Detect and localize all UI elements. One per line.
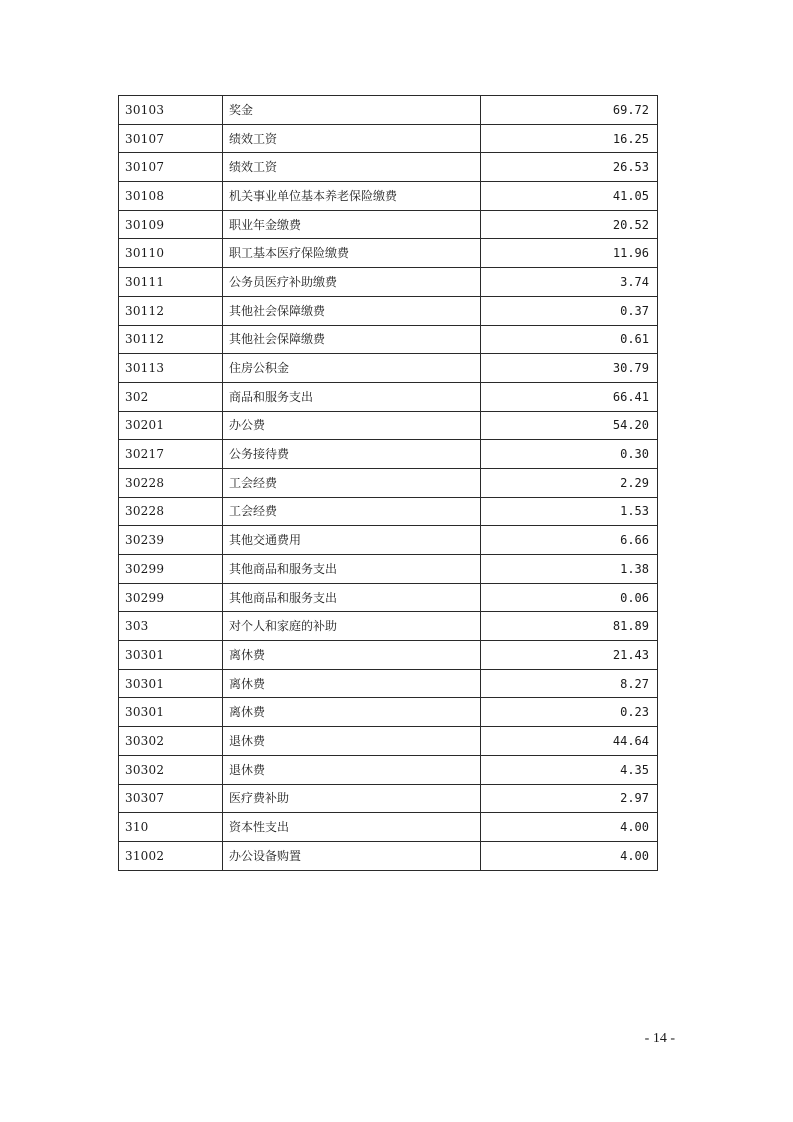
table-row [119, 526, 658, 555]
row-name-cell: 奖金 [223, 96, 481, 125]
row-amount-cell: 11.96 [481, 239, 658, 268]
table-row [119, 468, 658, 497]
row-amount-cell: 4.00 [481, 813, 658, 842]
row-code-cell: 30108 [119, 182, 223, 211]
row-amount-cell: 4.00 [481, 841, 658, 870]
row-name-cell: 其他社会保障缴费 [223, 325, 481, 354]
table-row [119, 96, 658, 125]
row-code-cell: 30228 [119, 468, 223, 497]
row-name-cell: 办公费 [223, 411, 481, 440]
table-row [119, 296, 658, 325]
table-row [119, 841, 658, 870]
table-row [119, 124, 658, 153]
table-row [119, 210, 658, 239]
row-amount-cell: 26.53 [481, 153, 658, 182]
row-code-cell: 30302 [119, 755, 223, 784]
table-row [119, 497, 658, 526]
row-name-cell: 职业年金缴费 [223, 210, 481, 239]
row-name-cell: 职工基本医疗保险缴费 [223, 239, 481, 268]
table-row [119, 354, 658, 383]
row-name-cell: 绩效工资 [223, 153, 481, 182]
row-code-cell: 30307 [119, 784, 223, 813]
row-name-cell: 工会经费 [223, 497, 481, 526]
row-name-cell: 商品和服务支出 [223, 382, 481, 411]
table-row [119, 153, 658, 182]
table-row [119, 784, 658, 813]
row-amount-cell: 2.29 [481, 468, 658, 497]
row-name-cell: 资本性支出 [223, 813, 481, 842]
row-amount-cell: 1.53 [481, 497, 658, 526]
table-row [119, 555, 658, 584]
table-row [119, 641, 658, 670]
row-amount-cell: 8.27 [481, 669, 658, 698]
row-amount-cell: 4.35 [481, 755, 658, 784]
row-code-cell: 30110 [119, 239, 223, 268]
row-name-cell: 离休费 [223, 669, 481, 698]
row-name-cell: 对个人和家庭的补助 [223, 612, 481, 641]
row-code-cell: 30228 [119, 497, 223, 526]
row-amount-cell: 20.52 [481, 210, 658, 239]
table-row [119, 268, 658, 297]
row-name-cell: 离休费 [223, 641, 481, 670]
row-amount-cell: 69.72 [481, 96, 658, 125]
row-amount-cell: 0.61 [481, 325, 658, 354]
row-name-cell: 办公设备购置 [223, 841, 481, 870]
row-amount-cell: 2.97 [481, 784, 658, 813]
expenditure-table-body [119, 96, 658, 871]
row-name-cell: 公务员医疗补助缴费 [223, 268, 481, 297]
table-row [119, 727, 658, 756]
row-amount-cell: 0.23 [481, 698, 658, 727]
row-name-cell: 工会经费 [223, 468, 481, 497]
row-code-cell: 30302 [119, 727, 223, 756]
table-row [119, 382, 658, 411]
row-amount-cell: 16.25 [481, 124, 658, 153]
row-amount-cell: 1.38 [481, 555, 658, 584]
row-name-cell: 公务接待费 [223, 440, 481, 469]
row-code-cell: 30112 [119, 325, 223, 354]
table-row [119, 612, 658, 641]
table-row [119, 698, 658, 727]
row-code-cell: 302 [119, 382, 223, 411]
row-amount-cell: 0.06 [481, 583, 658, 612]
row-name-cell: 退休费 [223, 755, 481, 784]
row-amount-cell: 30.79 [481, 354, 658, 383]
row-amount-cell: 44.64 [481, 727, 658, 756]
row-amount-cell: 54.20 [481, 411, 658, 440]
table-row [119, 583, 658, 612]
expenditure-table-container [118, 95, 657, 871]
table-row [119, 813, 658, 842]
row-code-cell: 30299 [119, 555, 223, 584]
row-code-cell: 303 [119, 612, 223, 641]
row-code-cell: 310 [119, 813, 223, 842]
row-code-cell: 31002 [119, 841, 223, 870]
row-name-cell: 绩效工资 [223, 124, 481, 153]
row-amount-cell: 66.41 [481, 382, 658, 411]
row-code-cell: 30201 [119, 411, 223, 440]
row-name-cell: 离休费 [223, 698, 481, 727]
row-code-cell: 30217 [119, 440, 223, 469]
row-name-cell: 退休费 [223, 727, 481, 756]
row-code-cell: 30113 [119, 354, 223, 383]
row-code-cell: 30112 [119, 296, 223, 325]
row-code-cell: 30107 [119, 124, 223, 153]
row-amount-cell: 41.05 [481, 182, 658, 211]
row-code-cell: 30107 [119, 153, 223, 182]
row-amount-cell: 81.89 [481, 612, 658, 641]
table-row [119, 239, 658, 268]
expenditure-table [118, 95, 658, 871]
row-code-cell: 30301 [119, 669, 223, 698]
row-code-cell: 30239 [119, 526, 223, 555]
page-number: - 14 - [644, 1031, 675, 1046]
row-amount-cell: 0.30 [481, 440, 658, 469]
row-amount-cell: 6.66 [481, 526, 658, 555]
row-code-cell: 30103 [119, 96, 223, 125]
row-name-cell: 住房公积金 [223, 354, 481, 383]
row-name-cell: 机关事业单位基本养老保险缴费 [223, 182, 481, 211]
table-row [119, 182, 658, 211]
row-amount-cell: 0.37 [481, 296, 658, 325]
table-row [119, 755, 658, 784]
row-name-cell: 其他商品和服务支出 [223, 583, 481, 612]
table-row [119, 669, 658, 698]
table-row [119, 325, 658, 354]
row-name-cell: 医疗费补助 [223, 784, 481, 813]
row-code-cell: 30301 [119, 698, 223, 727]
row-name-cell: 其他社会保障缴费 [223, 296, 481, 325]
row-amount-cell: 21.43 [481, 641, 658, 670]
row-code-cell: 30109 [119, 210, 223, 239]
row-name-cell: 其他交通费用 [223, 526, 481, 555]
row-name-cell: 其他商品和服务支出 [223, 555, 481, 584]
row-code-cell: 30299 [119, 583, 223, 612]
row-amount-cell: 3.74 [481, 268, 658, 297]
table-row [119, 411, 658, 440]
row-code-cell: 30111 [119, 268, 223, 297]
row-code-cell: 30301 [119, 641, 223, 670]
table-row [119, 440, 658, 469]
